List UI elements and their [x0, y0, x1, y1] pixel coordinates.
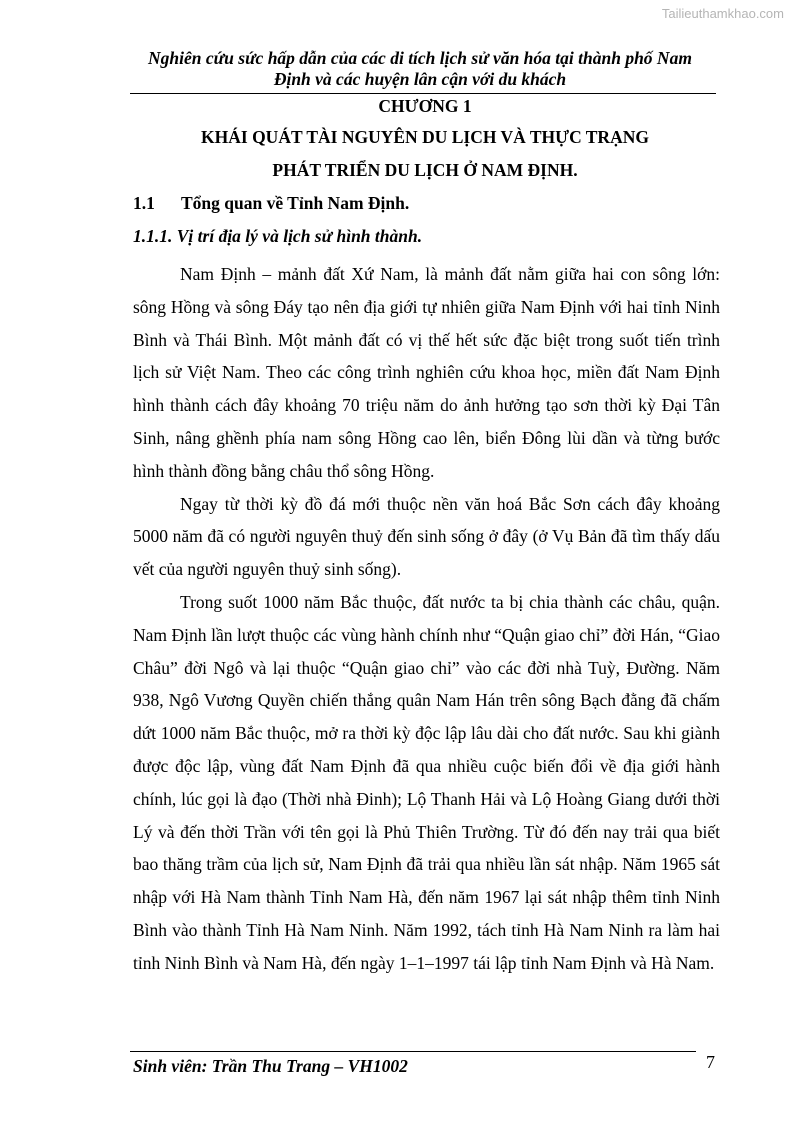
subsection-title: Vị trí địa lý và lịch sử hình thành.: [176, 226, 423, 246]
paragraph: Trong suốt 1000 năm Bắc thuộc, đất nước ta bị chia thành các châu, quận. Nam Định lần lượt thuộc các vùng hành chính như “Quận giao chỉ” đời Hán, “Giao Châu” đời Ngô và lại thuộc “Quận giao chỉ” vào các đời nhà Tuỳ, Đường. Năm 938, Ngô Vương Quyền chiến thắng quân Nam Hán trên sông Bạch đằng đã chấm dứt 1000 năm Bắc thuộc, mở ra thời kỳ độc lập lâu dài cho đất nước. Sau khi giành được độc lập, vùng đất Nam Định đã qua nhiều cuộc biến đổi về địa giới hành chính, lúc gọi là đạo (Thời nhà Đinh); Lộ Thanh Hải và Lộ Hoàng Giang dưới thời Lý và đến thời Trần với tên gọi là Phủ Thiên Trường. Từ đó đến nay trải qua biết bao thăng trầm của lịch sử, Nam Định đã trải qua nhiều lần sát nhập. Năm 1965 sát nhập với Hà Nam thành Tỉnh Nam Hà, đến năm 1967 lại sát nhập thêm tỉnh Ninh Bình vào thành Tỉnh Hà Nam Ninh. Năm 1992, tách tỉnh Hà Nam Ninh ra làm hai tỉnh Ninh Bình và Nam Hà, đến ngày 1–1–1997 tái lập tỉnh Nam Định và Hà Nam.: [133, 591, 720, 973]
section-title: Tổng quan về Tỉnh Nam Định.: [181, 193, 410, 213]
header-line-1: Nghiên cứu sức hấp dẫn của các di tích lịch sử văn hóa tại thành phố Nam: [148, 48, 692, 68]
header-divider: [130, 93, 716, 94]
subsection-number: 1.1.1.: [133, 226, 173, 246]
footer-author: Sinh viên: Trần Thu Trang – VH1002: [133, 1056, 408, 1076]
footer-divider: [130, 1051, 696, 1052]
chapter-title-line-1: KHÁI QUÁT TÀI NGUYÊN DU LỊCH VÀ THỰC TRẠNG: [201, 127, 649, 147]
header-line-2: Định và các huyện lân cận với du khách: [273, 69, 567, 89]
watermark: Tailieuthamkhao.com: [661, 6, 784, 21]
chapter-label: CHƯƠNG 1: [378, 96, 472, 116]
section-number: 1.1: [133, 193, 155, 213]
paragraph: Ngay từ thời kỳ đồ đá mới thuộc nền văn hoá Bắc Sơn cách đây khoảng 5000 năm đã có người nguyên thuỷ đến sinh sống ở đây (ở Vụ Bản đã tìm thấy dấu vết của người nguyên thuỷ sinh sống).: [133, 493, 720, 580]
running-header: [120, 48, 720, 90]
chapter-title-line-2: PHÁT TRIỂN DU LỊCH Ở NAM ĐỊNH.: [272, 160, 578, 180]
paragraph: Nam Định – mảnh đất Xứ Nam, là mảnh đất nằm giữa hai con sông lớn: sông Hồng và sông Đáy tạo nên địa giới tự nhiên giữa Nam Định với hai tỉnh Ninh Bình và Thái Bình. Một mảnh đất có vị thế hết sức đặc biệt trong suốt tiến trình lịch sử Việt Nam. Theo các công trình nghiên cứu khoa học, miền đất Nam Định hình thành cách đây khoảng 70 triệu năm do ảnh hưởng tạo sơn thời kỳ Đại Tân Sinh, nâng ghềnh phía nam sông Hồng cao lên, biển Đông lùi dần và từng bước hình thành đồng bằng châu thổ sông Hồng.: [133, 264, 720, 481]
subsection-heading: [133, 226, 422, 247]
page-number: 7: [706, 1052, 715, 1072]
body-text: [133, 258, 720, 980]
section-heading: [133, 193, 409, 214]
